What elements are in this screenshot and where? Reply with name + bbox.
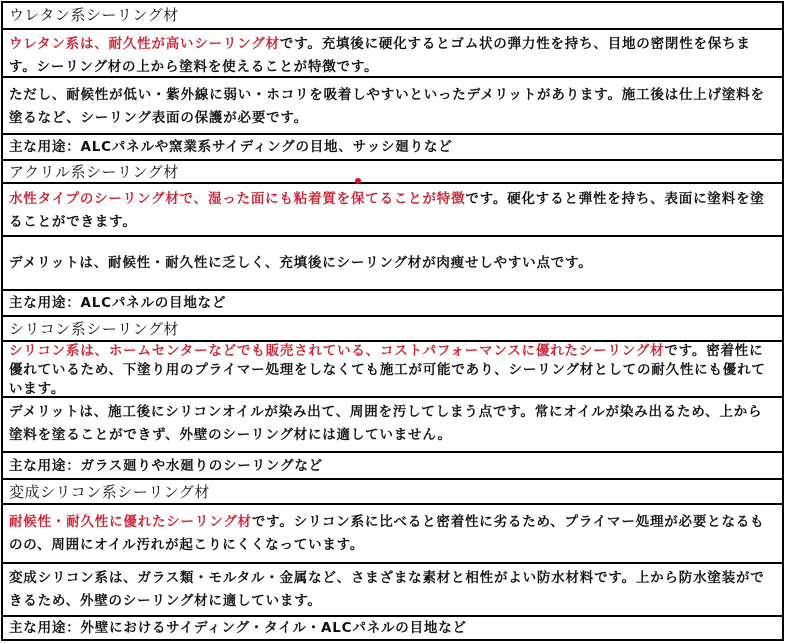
section-usage-modified-silicone: 主な用途：外壁におけるサイディング・タイル・ALCパネルの目地など xyxy=(1,617,784,641)
features-text: です。シリコン系に比べると密着性に劣るため、プライマー処理が必要となるものの、周囲にオイル汚れが起こりにくくなっています。 xyxy=(9,514,765,553)
section-usage-acrylic: 主な用途：ALCパネルの目地など xyxy=(1,291,784,317)
red-dot-marker xyxy=(355,178,361,184)
section-title-urethane: ウレタン系シーリング材 xyxy=(1,3,784,30)
features-highlight: 水性タイプのシーリング材で、湿った面にも粘着質を保てることが特徴 xyxy=(9,191,466,207)
section-drawback-acrylic: デメリットは、耐候性・耐久性に乏しく、充填後にシーリング材が肉痩せしやすい点です。 xyxy=(1,237,784,291)
features-text: です。硬化すると弾性を持ち、表面に塗料を塗ることができます。 xyxy=(9,191,765,230)
features-text: です。充填後に硬化するとゴム状の弾力性を持ち、目地の密閉性を保ちます。シーリング材の上から塗料を使えることが特徴です。 xyxy=(9,36,751,75)
features-highlight: シリコン系は、ホームセンターなどでも販売されている、コストパフォーマンスに優れたシーリング材 xyxy=(9,343,665,359)
section-drawback-urethane: ただし、耐候性が低い・紫外線に弱い・ホコリを吸着しやすいといったデメリットがあります。施工後は仕上げ塗料を塗るなど、シーリング表面の保護が必要です。 xyxy=(1,78,784,135)
section-title-silicone: シリコン系シーリング材 xyxy=(1,317,784,342)
section-drawback-silicone: デメリットは、施工後にシリコンオイルが染み出て、周囲を汚してしまう点です。常にオイルが染み出るため、上から塗料を塗ることができず、外壁のシーリング材には適していません。 xyxy=(1,398,784,453)
section-usage-silicone: 主な用途：ガラス廻りや水廻りのシーリングなど xyxy=(1,453,784,480)
section-title-modified-silicone: 変成シリコン系シーリング材 xyxy=(1,480,784,505)
section-features-urethane xyxy=(1,30,784,78)
section-features-silicone xyxy=(1,342,784,398)
section-features-acrylic xyxy=(1,184,784,237)
section-usage-urethane: 主な用途：ALCパネルや窯業系サイディングの目地、サッシ廻りなど xyxy=(1,135,784,161)
section-drawback-modified-silicone: 変成シリコン系は、ガラス類・モルタル・金属など、さまざまな素材と相性がよい防水材料です。上から防水塗装ができるため、外壁のシーリング材に適しています。 xyxy=(1,564,784,617)
features-highlight: ウレタン系は、耐久性が高いシーリング材 xyxy=(9,36,280,52)
features-highlight: 耐候性・耐久性に優れたシーリング材 xyxy=(9,514,252,530)
section-features-modified-silicone xyxy=(1,505,784,564)
sealant-comparison-table xyxy=(1,1,784,641)
features-text: です。密着性に優れているため、下塗り用のプライマー処理をしなくても施工が可能であり、シーリング材としての耐久性にも優れています。 xyxy=(9,343,766,397)
section-title-acrylic: アクリル系シーリング材 xyxy=(1,161,784,184)
